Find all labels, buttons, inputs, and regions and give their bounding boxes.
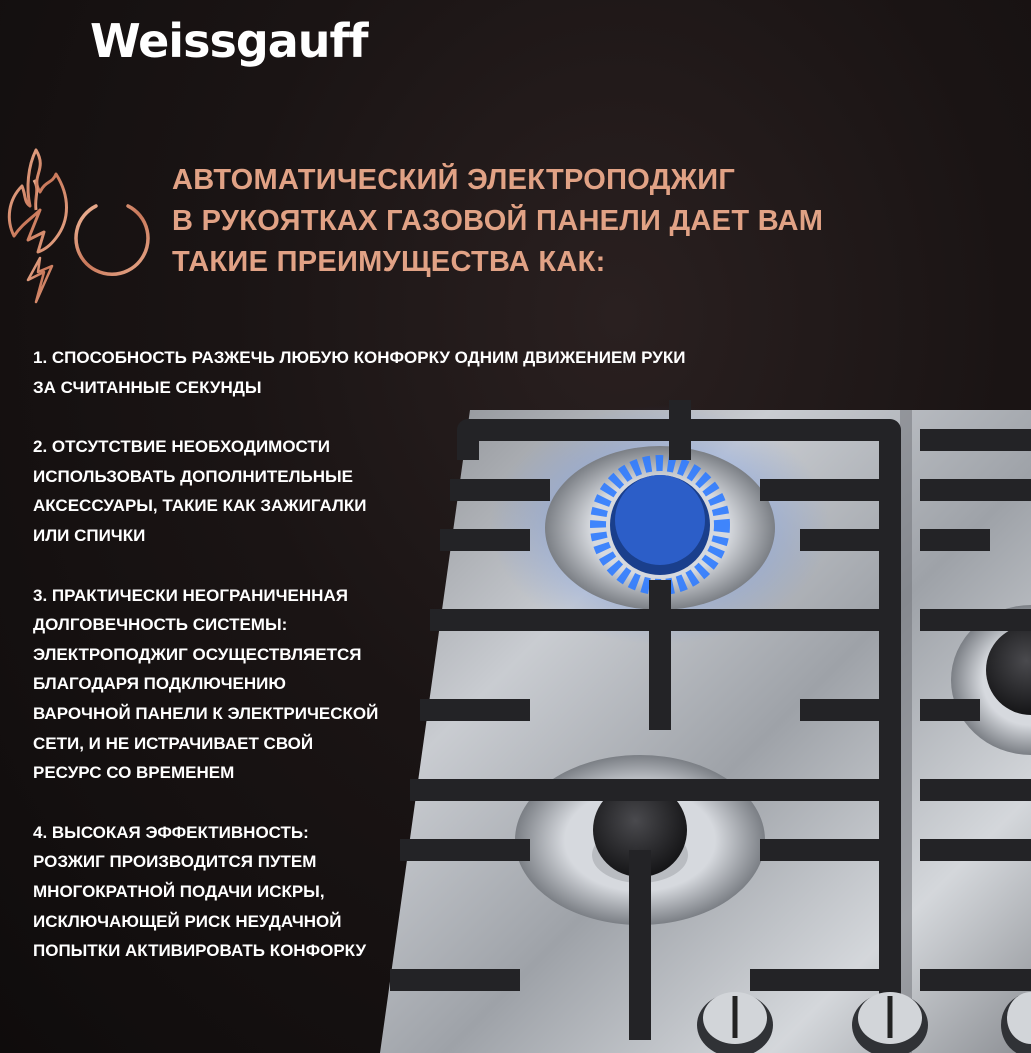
headline-line: АВТОМАТИЧЕСКИЙ ЭЛЕКТРОПОДЖИГ	[172, 164, 736, 196]
benefit-line: РЕСУРС СО ВРЕМЕНЕМ	[33, 763, 235, 783]
benefits-list	[33, 343, 713, 996]
flame-bolt-icon	[9, 150, 66, 302]
benefit-line: 4. ВЫСОКАЯ ЭФФЕКТИВНОСТЬ:	[33, 822, 309, 842]
headline-line: В РУКОЯТКАХ ГАЗОВОЙ ПАНЕЛИ ДАЕТ ВАМ	[172, 205, 824, 237]
benefit-line: ДОЛГОВЕЧНОСТЬ СИСТЕМЫ:	[33, 615, 288, 635]
benefit-line: ВАРОЧНОЙ ПАНЕЛИ К ЭЛЕКТРИЧЕСКОЙ	[33, 703, 379, 723]
benefit-line: АКСЕССУАРЫ, ТАКИЕ КАК ЗАЖИГАЛКИ	[33, 496, 367, 516]
benefit-line: ИСПОЛЬЗОВАТЬ ДОПОЛНИТЕЛЬНЫЕ	[33, 466, 353, 486]
headline-line: ТАКИЕ ПРЕИМУЩЕСТВА КАК:	[172, 246, 606, 278]
benefit-item	[33, 343, 713, 402]
benefit-line: ЗА СЧИТАННЫЕ СЕКУНДЫ	[33, 377, 262, 397]
brand-logo: Weissgauff	[90, 14, 368, 68]
benefit-line: ИСКЛЮЧАЮЩЕЙ РИСК НЕУДАЧНОЙ	[33, 911, 342, 931]
benefit-line: 3. ПРАКТИЧЕСКИ НЕОГРАНИЧЕННАЯ	[33, 585, 348, 605]
power-icon	[76, 194, 148, 274]
benefit-item	[33, 818, 713, 966]
benefit-line: 2. ОТСУТСТВИЕ НЕОБХОДИМОСТИ	[33, 437, 331, 457]
benefit-line: ПОПЫТКИ АКТИВИРОВАТЬ КОНФОРКУ	[33, 941, 367, 961]
benefit-line: ИЛИ СПИЧКИ	[33, 525, 146, 545]
benefit-item	[33, 581, 713, 788]
benefit-line: МНОГОКРАТНОЙ ПОДАЧИ ИСКРЫ,	[33, 881, 325, 901]
benefit-line: 1. СПОСОБНОСТЬ РАЗЖЕЧЬ ЛЮБУЮ КОНФОРКУ ОДНИМ ДВИЖЕНИЕМ РУКИ	[33, 348, 686, 367]
feature-icons	[0, 140, 160, 310]
headline	[172, 160, 912, 283]
benefit-line: СЕТИ, И НЕ ИСТРАЧИВАЕТ СВОЙ	[33, 733, 314, 753]
benefit-line: БЛАГОДАРЯ ПОДКЛЮЧЕНИЮ	[33, 674, 286, 694]
benefit-line: РОЗЖИГ ПРОИЗВОДИТСЯ ПУТЕМ	[33, 852, 317, 872]
benefit-item	[33, 432, 713, 550]
benefit-line: ЭЛЕКТРОПОДЖИГ ОСУЩЕСТВЛЯЕТСЯ	[33, 644, 362, 664]
